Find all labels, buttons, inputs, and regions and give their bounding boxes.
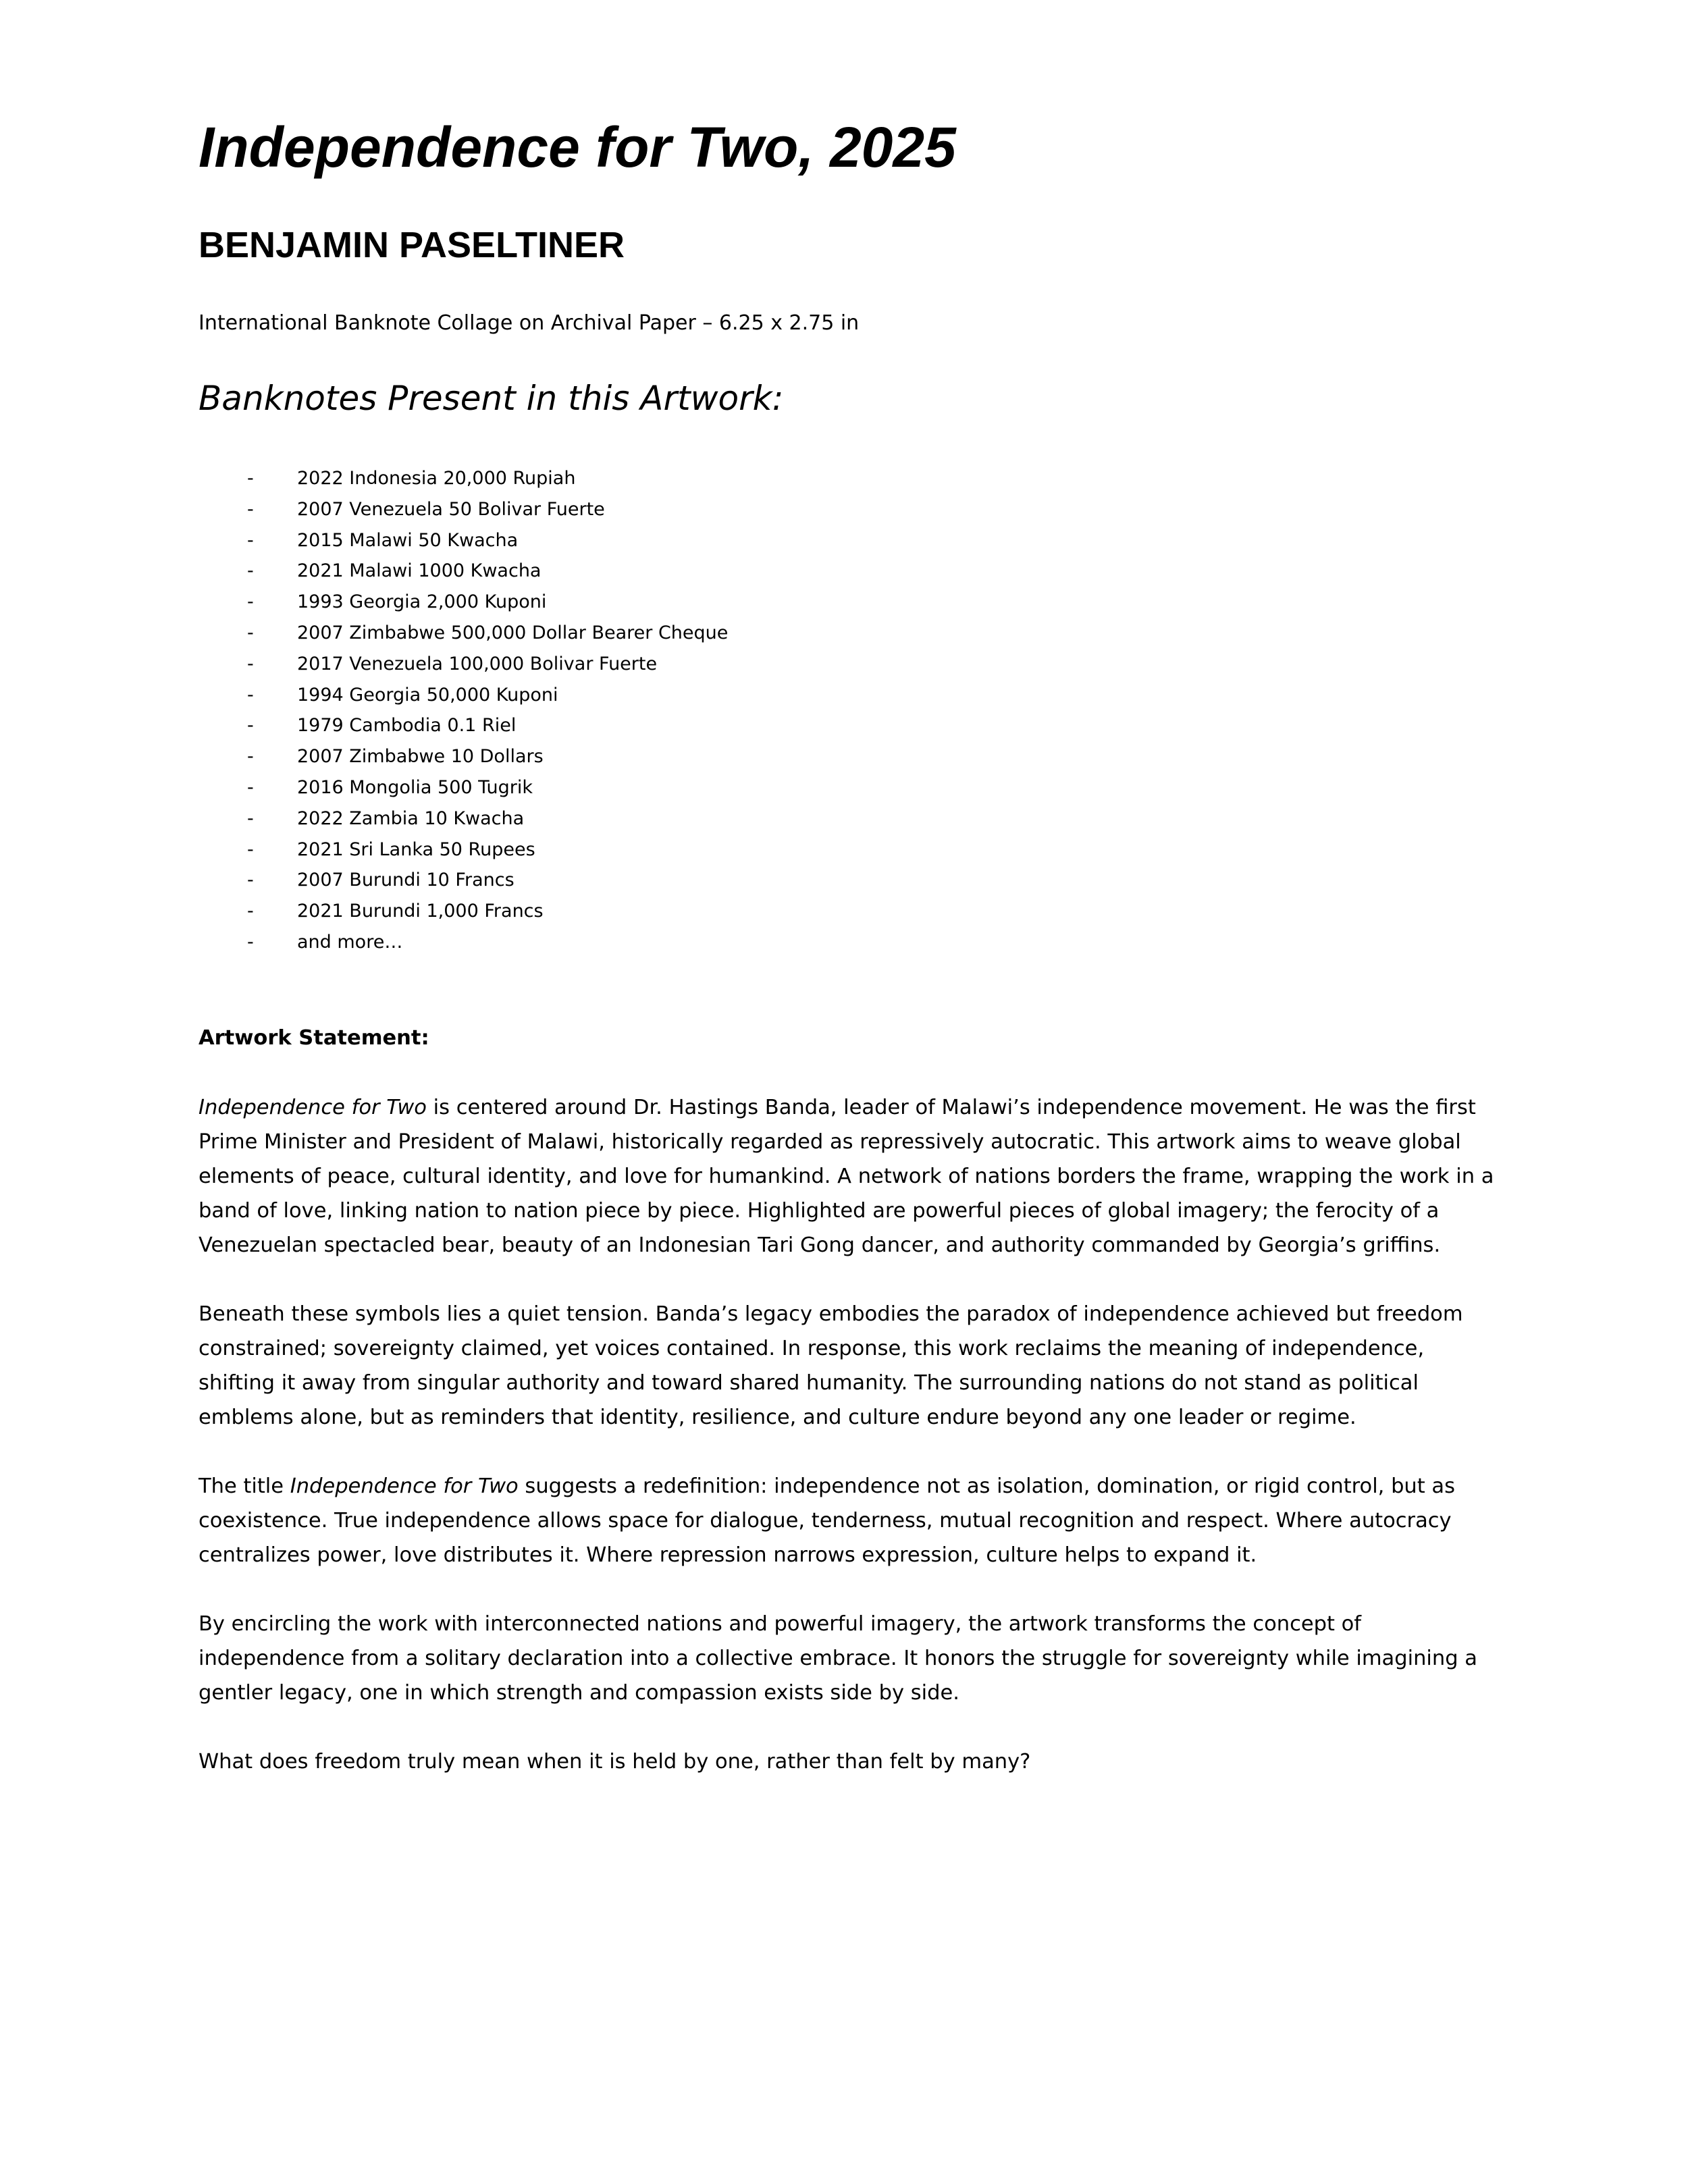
list-bullet: - — [247, 653, 254, 674]
banknote-entry: 2021 Sri Lanka 50 Rupees — [297, 838, 535, 860]
banknote-entry: and more… — [297, 931, 403, 953]
banknote-entry: 2021 Malawi 1000 Kwacha — [297, 560, 542, 582]
banknote-entry: 2007 Venezuela 50 Bolivar Fuerte — [297, 498, 605, 520]
banknote-entry: 2007 Zimbabwe 500,000 Dollar Bearer Cheque — [297, 622, 729, 643]
statement-title-italic: Independence for Two — [290, 1474, 519, 1498]
statement-paragraph-3-text: suggests a redefinition: independence not as isolation, domination, or rigid control, but as coexistence. True independence allows space for dialogue, tenderness, mutual recognition and respect. Where autocracy centralizes power, love distributes it. Where repression narrows expression, culture helps to expand it. — [199, 1474, 1455, 1567]
banknote-entry: 1979 Cambodia 0.1 Riel — [297, 715, 517, 737]
list-bullet: - — [247, 591, 254, 613]
list-bullet: - — [247, 776, 254, 798]
list-bullet: - — [247, 560, 254, 582]
banknote-entry: 1993 Georgia 2,000 Kuponi — [297, 591, 547, 613]
banknotes-heading: Banknotes Present in this Artwork: — [199, 379, 784, 418]
artist-name: BENJAMIN PASELTINER — [199, 225, 625, 265]
banknote-entry: 1994 Georgia 50,000 Kuponi — [297, 684, 558, 705]
list-bullet: - — [247, 870, 254, 891]
statement-paragraph-3 — [199, 1469, 1502, 1572]
statement-heading: Artwork Statement: — [199, 1026, 429, 1050]
statement-paragraph-4: By encircling the work with interconnected nations and powerful imagery, the artwork transforms the concept of independence from a solitary declaration into a collective embrace. It honors the struggle for sovereignty while imagining a gentler legacy, one in which strength and compassion exists side by side. — [199, 1612, 1477, 1705]
statement-paragraph-5: What does freedom truly mean when it is held by one, rather than felt by many? — [199, 1750, 1031, 1774]
artwork-statement — [199, 1021, 1502, 1813]
list-bullet: - — [247, 901, 254, 922]
statement-paragraph-3-prefix: The title — [199, 1474, 290, 1498]
banknote-entry: 2007 Burundi 10 Francs — [297, 870, 515, 891]
banknote-entry: 2007 Zimbabwe 10 Dollars — [297, 746, 544, 768]
list-bullet: - — [247, 807, 254, 829]
list-bullet: - — [247, 931, 254, 953]
statement-paragraph-1 — [199, 1090, 1502, 1262]
list-bullet: - — [247, 468, 254, 489]
banknote-entry: 2016 Mongolia 500 Tugrik — [297, 776, 533, 798]
statement-paragraph-1-text: is centered around Dr. Hastings Banda, leader of Malawi’s independence movement. He was the first Prime Minister and President of Malawi, historically regarded as repressively autocratic. This artwork aims to weave global elements of peace, cultural identity, and love for humankind. A network of nations borders the frame, wrapping the work in a band of love, linking nation to nation piece by piece. Highlighted are powerful pieces of global imagery; the ferocity of a Venezuelan spectacled bear, beauty of an Indonesian Tari Gong dancer, and authority commanded by Georgia’s griffins. — [199, 1096, 1494, 1257]
banknote-entry: 2017 Venezuela 100,000 Bolivar Fuerte — [297, 653, 658, 674]
banknote-entry: 2022 Zambia 10 Kwacha — [297, 807, 525, 829]
statement-title-italic: Independence for Two — [199, 1096, 427, 1119]
statement-paragraph-2: Beneath these symbols lies a quiet tension. Banda’s legacy embodies the paradox of independence achieved but freedom constrained; sovereignty claimed, yet voices contained. In response, this work reclaims the meaning of independence, shifting it away from singular authority and toward shared humanity. The surrounding nations do not stand as political emblems alone, but as reminders that identity, resilience, and culture endure beyond any one leader or regime. — [199, 1302, 1463, 1429]
list-bullet: - — [247, 529, 254, 551]
banknote-entry: 2015 Malawi 50 Kwacha — [297, 529, 519, 551]
banknote-entry: 2022 Indonesia 20,000 Rupiah — [297, 468, 576, 489]
list-bullet: - — [247, 498, 254, 520]
list-bullet: - — [247, 746, 254, 768]
banknote-entry: 2021 Burundi 1,000 Francs — [297, 901, 544, 922]
list-bullet: - — [247, 622, 254, 643]
list-bullet: - — [247, 715, 254, 737]
artwork-medium: International Banknote Collage on Archival Paper – 6.25 x 2.75 in — [199, 311, 860, 335]
list-bullet: - — [247, 838, 254, 860]
list-bullet: - — [247, 684, 254, 705]
artwork-title: Independence for Two, 2025 — [199, 115, 956, 179]
